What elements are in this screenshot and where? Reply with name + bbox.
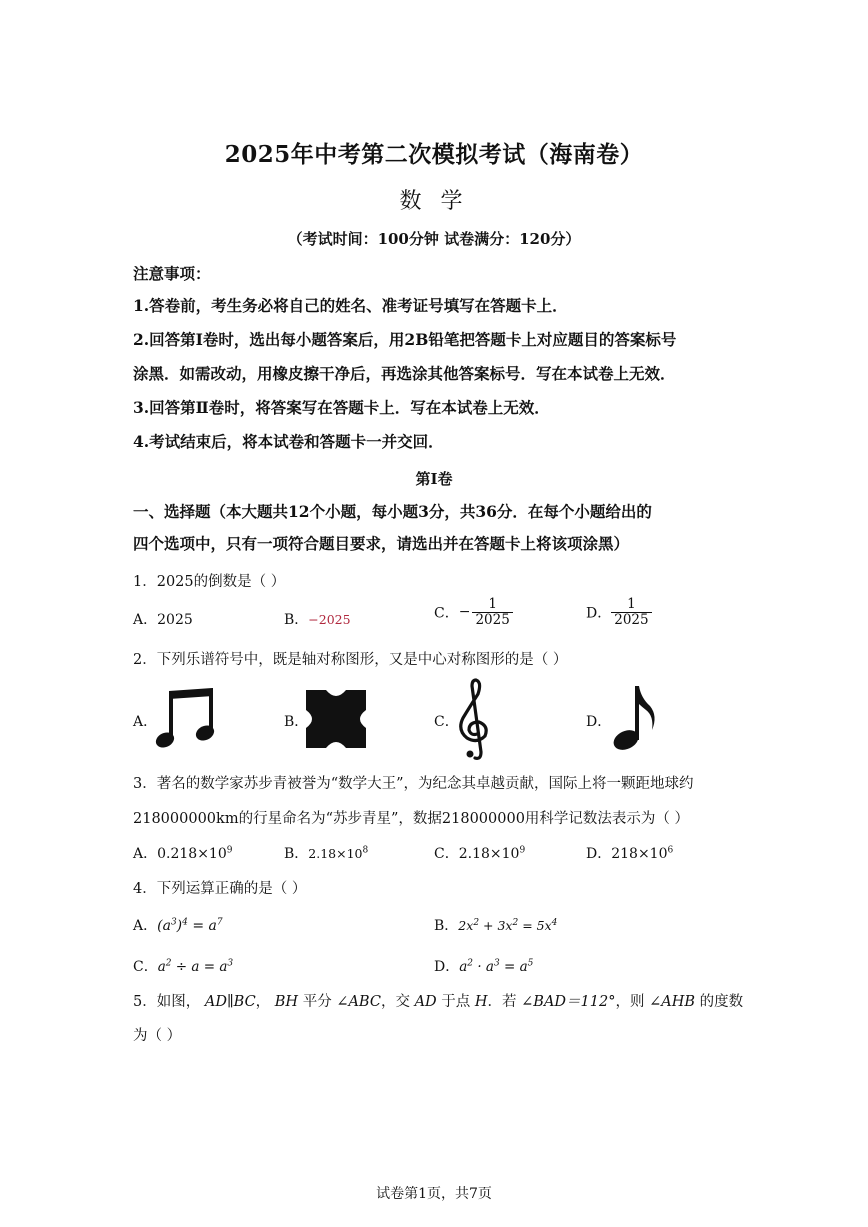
- option-label: B．: [284, 846, 309, 862]
- option-text: 2.18×10: [458, 846, 520, 862]
- exam-info: （考试时间：100分钟 试卷满分：120分）: [287, 230, 581, 248]
- q3-option-a: [133, 843, 232, 863]
- q5-line2: 为（ ）: [133, 1028, 182, 1044]
- q2-option-d-label: D．: [586, 714, 612, 730]
- q5-math: ∠BAD＝112°: [521, 994, 616, 1010]
- notes-heading: 注意事项：: [133, 264, 211, 283]
- q5-math: BH: [274, 994, 299, 1010]
- denominator: 2025: [472, 612, 512, 628]
- q1-stem: 1．2025的倒数是（ ）: [133, 574, 286, 590]
- note-item: 4.考试结束后，将本试卷和答题卡一并交回．: [133, 432, 444, 451]
- q4-stem: 4．下列运算正确的是（ ）: [133, 881, 307, 897]
- subject-title: 数 学: [399, 189, 469, 214]
- q3-option-d: [586, 843, 673, 863]
- q3-option-b: [284, 843, 368, 863]
- fraction: [472, 597, 512, 628]
- page-footer: 试卷第1页，共7页: [376, 1186, 492, 1202]
- q4-option-d: [434, 956, 533, 976]
- denominator: 2025: [611, 612, 651, 628]
- numerator: 1: [627, 596, 636, 612]
- math-expression: $(a^3)^4 = a^7$: [157, 917, 223, 934]
- note-item: 涂黑．如需改动，用橡皮擦干净后，再选涂其他答案标号．写在本试卷上无效．: [133, 364, 676, 383]
- volume-label: 第Ⅰ卷: [415, 470, 453, 488]
- q5-text: 于点: [441, 994, 471, 1010]
- q5-text: 的度数: [699, 994, 744, 1010]
- q5-math: ∠ABC: [336, 994, 381, 1010]
- q3-line1: 3．著名的数学家苏步青被誉为“数学大王”，为纪念其卓越贡献，国际上将一颗距地球约: [133, 776, 694, 792]
- note-item: 3.回答第Ⅱ卷时，将答案写在答题卡上．写在本试卷上无效．: [133, 398, 550, 417]
- cross-shape-icon: [306, 690, 366, 748]
- q2-option-c-label: C．: [434, 714, 459, 730]
- option-label: D．: [434, 959, 460, 975]
- q4-option-c: [133, 956, 233, 976]
- q5-line1: [133, 990, 743, 1011]
- option-text: −2025: [308, 612, 351, 627]
- option-text: 2.18×10: [308, 846, 363, 861]
- beamed-eighth-notes-icon: [155, 688, 219, 750]
- option-text: 2025: [157, 612, 193, 628]
- q5-math: ∠AHB: [649, 994, 696, 1010]
- math-expression: $2x^2 + 3x^2 = 5x^4$: [458, 917, 558, 933]
- q1-option-b: [284, 609, 351, 629]
- minus-sign: −: [458, 604, 471, 621]
- eighth-note-icon: [610, 684, 658, 752]
- option-label: D．: [586, 846, 612, 862]
- numerator: 1: [488, 596, 497, 612]
- option-text: 0.218×10: [157, 846, 227, 862]
- fraction: [611, 597, 651, 628]
- q1-option-d: [586, 597, 652, 628]
- section-heading-line2: 四个选项中，只有一项符合题目要求，请选出并在答题卡上将该项涂黑）: [133, 534, 630, 553]
- note-item: 1.答卷前，考生务必将自己的姓名、准考证号填写在答题卡上．: [133, 296, 568, 315]
- math-expression: $a^2 \div a = a^3$: [157, 958, 234, 975]
- q3-line2: 218000000km的行星命名为“苏步青星”，数据218000000用科学记数法表示为（ ）: [133, 811, 690, 827]
- q1-option-c: [434, 597, 513, 628]
- q3-option-c: [434, 843, 525, 863]
- q5-text: ，: [255, 994, 271, 1010]
- q2-option-a-label: A．: [133, 714, 158, 730]
- q5-math: AD: [414, 994, 437, 1010]
- q5-text: ，交: [380, 994, 410, 1010]
- option-label: A．: [133, 612, 158, 628]
- q5-math: AD∥BC: [204, 994, 256, 1010]
- exam-title: 2025年中考第二次模拟考试（海南卷）: [224, 141, 644, 168]
- option-label: B．: [434, 918, 459, 934]
- treble-clef-icon: [455, 678, 493, 762]
- q2-stem: 2．下列乐谱符号中，既是轴对称图形，又是中心对称图形的是（ ）: [133, 652, 568, 668]
- q5-text: ，则: [615, 994, 645, 1010]
- q1-option-a: [133, 609, 193, 629]
- q2-option-b-label: B．: [284, 714, 309, 730]
- q5-text: 5．如图，: [133, 994, 201, 1010]
- exponent: 8: [362, 845, 369, 856]
- option-label: C．: [434, 846, 459, 862]
- option-label: C．: [434, 605, 459, 622]
- option-label: B．: [284, 612, 309, 628]
- math-expression: $a^2 \cdot a^3 = a^5$: [459, 958, 534, 975]
- q5-text: ．若: [487, 994, 517, 1010]
- exponent: 9: [226, 845, 233, 856]
- q4-option-b: [434, 915, 557, 935]
- q5-text: 平分: [302, 994, 332, 1010]
- exponent: 9: [519, 845, 526, 856]
- option-label: A．: [133, 846, 158, 862]
- option-label: C．: [133, 959, 158, 975]
- section-heading-line1: 一、选择题（本大题共12个小题，每小题3分，共36分．在每个小题给出的: [133, 502, 652, 521]
- note-item: 2.回答第Ⅰ卷时，选出每小题答案后，用2B铅笔把答题卡上对应题目的答案标号: [133, 330, 677, 349]
- exponent: 6: [667, 845, 674, 856]
- option-label: D．: [586, 605, 612, 622]
- option-text: 218×10: [611, 846, 668, 862]
- option-label: A．: [133, 918, 158, 934]
- q5-math: H: [474, 994, 488, 1010]
- q4-option-a: [133, 915, 223, 935]
